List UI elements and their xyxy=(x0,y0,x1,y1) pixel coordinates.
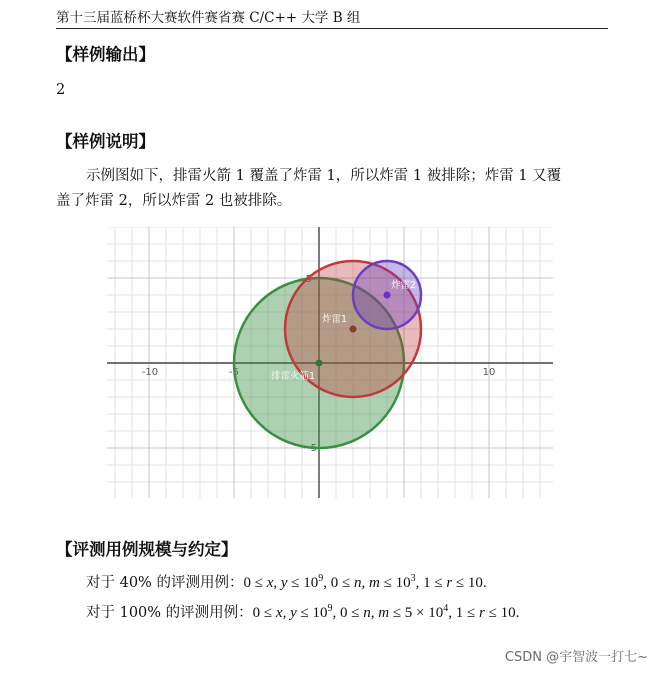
tick-label-x-neg5: -5 xyxy=(229,367,239,378)
header-rule xyxy=(56,28,608,29)
label-mine-1: 炸雷1 xyxy=(322,314,348,325)
constraint-100-prefix: 对于 100% 的评测用例： xyxy=(86,605,253,621)
heading-sample-output: 【样例输出】 xyxy=(56,45,155,64)
heading-sample-explanation: 【样例说明】 xyxy=(56,132,155,151)
tick-label-y-5: 5 xyxy=(305,274,312,285)
sample-output-value: 2 xyxy=(56,82,66,98)
heading-test-constraints: 【评测用例规模与约定】 xyxy=(56,540,238,559)
label-mine-2: 炸雷2 xyxy=(391,280,417,291)
center-mine-2 xyxy=(384,292,391,299)
sample-figure xyxy=(107,227,553,498)
page-header: 第十三届蓝桥杯大赛软件赛省赛 C/C++ 大学 B 组 xyxy=(56,10,361,26)
tick-label-x-10: 10 xyxy=(482,367,496,378)
constraint-40-formula: 0 ≤ x, $y \le 10^9$, 0 ≤ n, $m \le 10^3$, 1 ≤ r ≤ 10. xyxy=(243,573,487,591)
csdn-watermark: CSDN @宇智波一打七~ xyxy=(504,650,648,665)
constraint-line-100 xyxy=(86,603,519,623)
explanation-line-1: 示例图如下，排雷火箭 1 覆盖了炸雷 1，所以炸雷 1 被排除；炸雷 1 又覆 xyxy=(86,168,562,184)
center-rocket-1 xyxy=(316,360,323,367)
constraint-line-40 xyxy=(86,573,487,593)
constraint-40-prefix: 对于 40% 的评测用例： xyxy=(86,575,244,591)
label-rocket-1: 排雷火箭1 xyxy=(271,371,316,382)
constraint-100-formula: 0 ≤ x, $y \le 10^9$, 0 ≤ n, $m \le 5 \times 10^4$, 1 ≤ r ≤ 10. xyxy=(252,603,520,621)
center-mine-1 xyxy=(350,326,357,333)
tick-label-y-neg5: -5 xyxy=(307,443,317,454)
tick-label-x-neg10: -10 xyxy=(141,367,159,378)
explanation-line-2: 盖了炸雷 2，所以炸雷 2 也被排除。 xyxy=(56,193,292,209)
